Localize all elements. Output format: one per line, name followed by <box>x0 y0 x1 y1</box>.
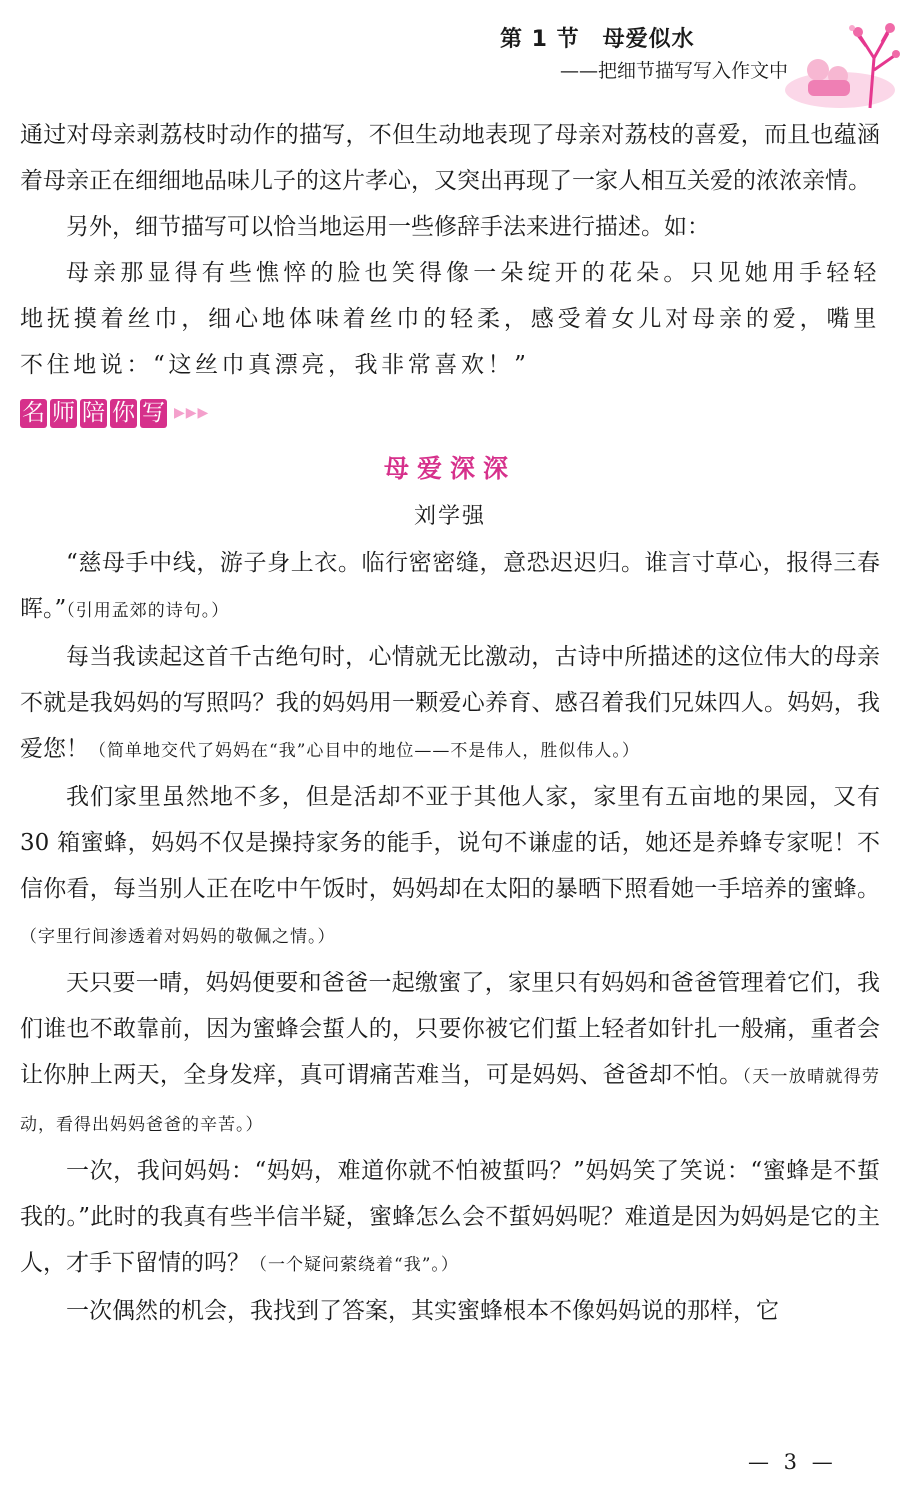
essay-text: 天只要一晴，妈妈便要和爸爸一起缴蜜了，家里只有妈妈和爸爸管理着它们，我们谁也不敢靠前，因为蜜蜂会蜇人的，只要你被它们蜇上轻者如针扎一般痛，重者会让你肿上两天，全身发痒，真可谓痛苦难当，可是妈妈、爸爸却不怕。 <box>20 970 880 1088</box>
page-header <box>480 18 880 98</box>
intro-paragraph: 通过对母亲剥荔枝时动作的描写，不但生动地表现了母亲对荔枝的喜爱，而且也蕴涵着母亲正在细细地品味儿子的这片孝心，又突出再现了一家人相互关爱的浓浓亲情。 <box>20 122 880 194</box>
essay-paragraph <box>20 1148 880 1288</box>
essay-text: 一次，我问妈妈：“妈妈，难道你就不怕被蜇吗？”妈妈笑了笑说：“蜜蜂是不蜇我的。”此时的我真有些半信半疑，蜜蜂怎么会不蜇妈妈呢？难道是因为妈妈是它的主人，才手下留情的吗？ <box>20 1158 880 1276</box>
section-subtitle: ——把细节描写写入作文中 <box>560 60 789 82</box>
essay-text: 我们家里虽然地不多，但是活却不亚于其他人家，家里有五亩地的果园，又有 30 箱蜜蜂，妈妈不仅是操持家务的能手，说句不谦虚的话，她还是养蜂专家呢！不信你看，每当别人正在吃中午饭时，妈妈却在太阳的暴晒下照看她一手培养的蜜蜂。 <box>20 784 880 902</box>
essay-text: 每当我读起这首千古绝句时，心情就无比激动，古诗中所描述的这位伟大的母亲不就是我妈妈的写照吗？我的妈妈用一颗爱心养育、感召着我们兄妹四人。妈妈，我爱您！ <box>20 644 880 762</box>
essay-paragraph <box>20 774 880 960</box>
annotation: （简单地交代了妈妈在“我”心目中的地位——不是伟人，胜似伟人。） <box>89 741 640 761</box>
essay-title: 母爱深深 <box>383 454 516 483</box>
annotation: （天一放晴就得劳动，看得出妈妈爸爸的辛苦。） <box>20 1067 881 1135</box>
intro-paragraph: 另外，细节描写可以恰当地运用一些修辞手法来进行描述。如： <box>66 214 710 240</box>
badge-char: 你 <box>112 399 135 426</box>
pink-tree-decoration-icon <box>770 18 900 113</box>
example-paragraph: 母亲那显得有些憔悴的脸也笑得像一朵绽开的花朵。只见她用手轻轻地抚摸着丝巾，细心地体味着丝巾的轻柔，感受着女儿对母亲的爱，嘴里不住地说：“这丝巾真漂亮，我非常喜欢！” <box>20 260 880 378</box>
annotation: （字里行间渗透着对妈妈的敬佩之情。） <box>20 927 336 947</box>
annotation: （一个疑问萦绕着“我”。） <box>250 1255 459 1275</box>
badge-char: 陪 <box>82 399 105 426</box>
badge-char: 名 <box>22 399 45 426</box>
badge-char: 师 <box>52 399 75 426</box>
section-title: 第 1 节 母爱似水 <box>500 27 695 52</box>
annotation: （引用孟郊的诗句。） <box>66 601 230 621</box>
essay-author: 刘学强 <box>413 504 486 529</box>
page-body <box>20 112 880 1334</box>
essay-text: “慈母手中线，游子身上衣。临行密密缝，意恐迟迟归。谁言寸草心，报得三春晖。” <box>20 550 880 622</box>
page-number: — 3 — <box>748 1450 837 1474</box>
essay-paragraph <box>20 634 880 774</box>
triple-arrow-icon: ▶▶▶ <box>174 405 210 421</box>
essay-paragraph <box>20 960 880 1148</box>
essay-paragraph <box>20 1288 880 1334</box>
essay-paragraph <box>20 540 880 634</box>
essay-text: 一次偶然的机会，我找到了答案，其实蜜蜂根本不像妈妈说的那样，它 <box>66 1298 779 1324</box>
section-badge <box>20 388 880 438</box>
badge-char: 写 <box>142 399 165 426</box>
